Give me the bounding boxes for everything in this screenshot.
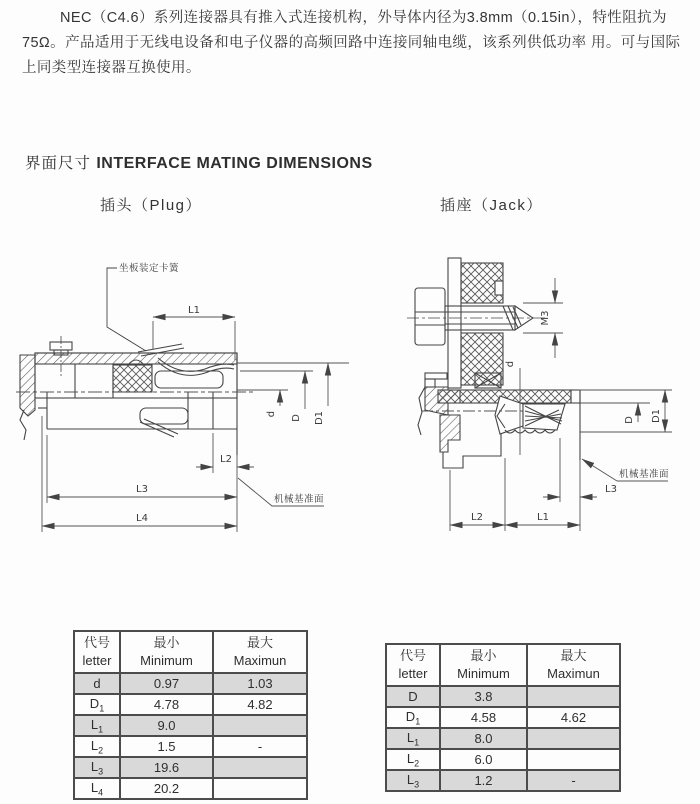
column-header: 最大 Maximun xyxy=(213,631,307,673)
cell-letter: $L_2$ xyxy=(386,749,440,770)
cell-maximum: 1.03 xyxy=(213,673,307,694)
plug-datum-label: 机械基准面 xyxy=(274,494,325,505)
cell-minimum: 1.5 xyxy=(120,736,213,757)
table-row xyxy=(74,736,307,757)
cell-minimum: 9.0 xyxy=(120,715,213,736)
jack-dim-d-label: d xyxy=(505,360,516,368)
cell-letter: $L_3$ xyxy=(74,757,120,778)
cell-minimum: 4.58 xyxy=(440,707,527,728)
section-heading xyxy=(25,151,373,173)
cell-maximum: - xyxy=(527,770,620,791)
plug-dim-l2-label: L2 xyxy=(220,454,232,465)
plug-drawing xyxy=(0,230,360,555)
jack-dim-l2-label: L2 xyxy=(471,512,483,523)
table-row xyxy=(386,749,620,770)
plug-figure-label: 插头（Plug） xyxy=(100,197,203,214)
table-row xyxy=(386,728,620,749)
column-header: 代号 letter xyxy=(386,644,440,686)
cell-minimum: 4.78 xyxy=(120,694,213,715)
jack-dim-l2-l1 xyxy=(450,458,580,531)
jack-dimensions-table xyxy=(385,643,621,792)
column-header: 最小 Minimum xyxy=(440,644,527,686)
plug-dimensions-table xyxy=(73,630,308,800)
cell-maximum xyxy=(213,757,307,778)
plug-dim-l2 xyxy=(196,433,254,532)
cell-minimum: 8.0 xyxy=(440,728,527,749)
cell-letter: $D_1$ xyxy=(74,694,120,715)
cell-minimum: 20.2 xyxy=(120,778,213,799)
cell-minimum: 3.8 xyxy=(440,686,527,707)
cell-maximum xyxy=(527,728,620,749)
table-row xyxy=(386,707,620,728)
plug-dim-d-label: d xyxy=(266,410,277,418)
cell-maximum: 4.62 xyxy=(527,707,620,728)
column-header: 最大 Maximun xyxy=(527,644,620,686)
section-heading-en: INTERFACE MATING DIMENSIONS xyxy=(96,155,373,172)
table-row xyxy=(74,757,307,778)
jack-dim-m3-label: M3 xyxy=(540,310,551,326)
cell-letter: $L_3$ xyxy=(386,770,440,791)
jack-body-group xyxy=(407,258,580,468)
cell-letter: $L_4$ xyxy=(74,778,120,799)
plug-dim-diameters xyxy=(237,363,349,409)
plug-dim-l1-label: L1 xyxy=(188,305,200,316)
table-row xyxy=(74,694,307,715)
cell-letter: $L_2$ xyxy=(74,736,120,757)
table-row xyxy=(74,715,307,736)
plug-callout-label: 坐板装定卡簧 xyxy=(119,263,180,274)
jack-dim-l3-label: L3 xyxy=(605,484,617,495)
table-row xyxy=(386,770,620,791)
cell-maximum: 4.82 xyxy=(213,694,307,715)
cell-letter: $D_1$ xyxy=(386,707,440,728)
table-row xyxy=(386,686,620,707)
section-heading-zh: 界面尺寸 xyxy=(25,155,92,172)
plug-dim-D1-label: D1 xyxy=(314,410,325,426)
jack-dim-l3 xyxy=(543,438,597,531)
cell-maximum xyxy=(213,778,307,799)
plug-dim-l4-label: L4 xyxy=(136,513,148,524)
table-row xyxy=(74,673,307,694)
cell-letter: $L_1$ xyxy=(386,728,440,749)
jack-figure-label: 插座（Jack） xyxy=(440,197,543,214)
cell-letter: d xyxy=(74,673,120,694)
jack-datum-label: 机械基准面 xyxy=(619,469,670,480)
plug-body-group xyxy=(20,268,237,455)
jack-drawing xyxy=(355,230,700,555)
cell-minimum: 19.6 xyxy=(120,757,213,778)
cell-minimum: 0.97 xyxy=(120,673,213,694)
plug-callout-leader xyxy=(107,268,146,351)
cell-maximum xyxy=(527,749,620,770)
plug-dim-D-label: D xyxy=(291,414,302,422)
plug-dim-l3-label: L3 xyxy=(136,484,148,495)
table-header-row xyxy=(74,631,307,673)
jack-dim-D-label: D xyxy=(624,416,635,424)
jack-dim-D1-label: D1 xyxy=(651,408,662,424)
cell-maximum xyxy=(213,715,307,736)
column-header: 代号 letter xyxy=(74,631,120,673)
intro-paragraph: NEC（C4.6）系列连接器具有推入式连接机构，外导体内径为3.8mm（0.15in），特性阻抗为75Ω。产品适用于无线电设备和电子仪器的高频回路中连接同轴电缆，该系列供低功率 用。可与国际上同类型连接器互换使用。 xyxy=(22,10,681,76)
table-header-row xyxy=(386,644,620,686)
column-header: 最小 Minimum xyxy=(120,631,213,673)
cell-minimum: 6.0 xyxy=(440,749,527,770)
jack-dim-l1-label: L1 xyxy=(537,512,549,523)
table-row xyxy=(74,778,307,799)
cell-maximum: - xyxy=(213,736,307,757)
cell-letter: D xyxy=(386,686,440,707)
cell-minimum: 1.2 xyxy=(440,770,527,791)
cell-letter: $L_1$ xyxy=(74,715,120,736)
cell-maximum xyxy=(527,686,620,707)
